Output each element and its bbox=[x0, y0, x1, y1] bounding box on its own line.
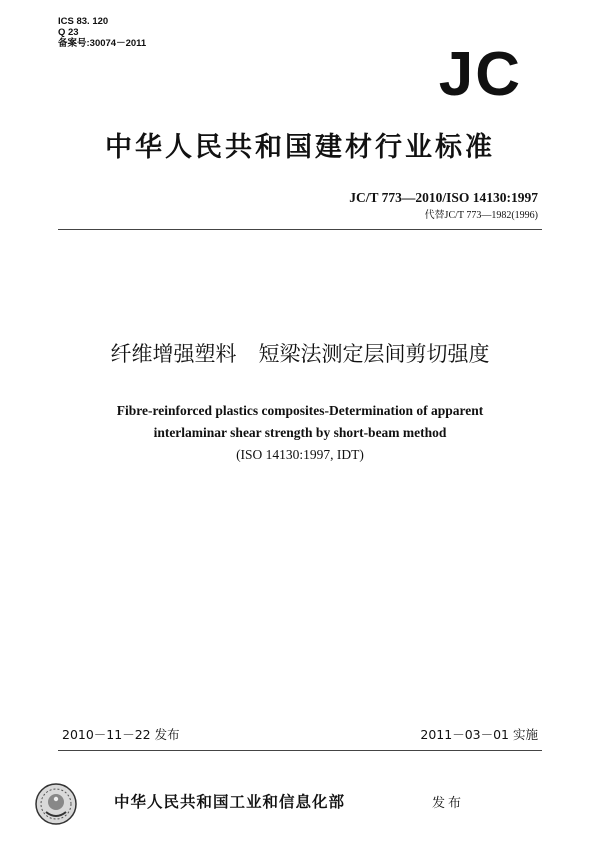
national-emblem-icon bbox=[34, 782, 78, 826]
standard-number: JC/T 773—2010/ISO 14130:1997 bbox=[349, 190, 538, 205]
bottom-divider bbox=[58, 750, 542, 751]
standard-category-title: 中华人民共和国建材行业标准 bbox=[105, 132, 495, 163]
ics-code: ICS 83. 120 bbox=[58, 16, 109, 27]
issue-date: 2010－11－22 发布 bbox=[62, 727, 180, 742]
issuing-authority: 中华人民共和国工业和信息化部 bbox=[114, 793, 346, 811]
implementation-date: 2011－03－01 实施 bbox=[420, 727, 538, 742]
record-number: 备案号:30074－2011 bbox=[58, 38, 147, 49]
chinese-title-part2: 短梁法测定层间剪切强度 bbox=[258, 342, 490, 366]
ccs-code: Q 23 bbox=[58, 27, 79, 38]
english-title-line1: Fibre-reinforced plastics composites-Determination of apparent bbox=[116, 403, 484, 418]
chinese-title bbox=[0, 340, 600, 368]
issuing-label: 发布 bbox=[432, 796, 465, 811]
replaces-note: 代替JC/T 773—1982(1996) bbox=[424, 210, 538, 221]
chinese-title-part1: 纤维增强塑料 bbox=[110, 342, 237, 366]
top-divider bbox=[58, 229, 542, 230]
iso-equivalence: (ISO 14130:1997, IDT) bbox=[236, 447, 364, 462]
english-title-line2: interlaminar shear strength by short-beam method bbox=[153, 425, 447, 440]
jc-logo: JC bbox=[438, 40, 522, 109]
